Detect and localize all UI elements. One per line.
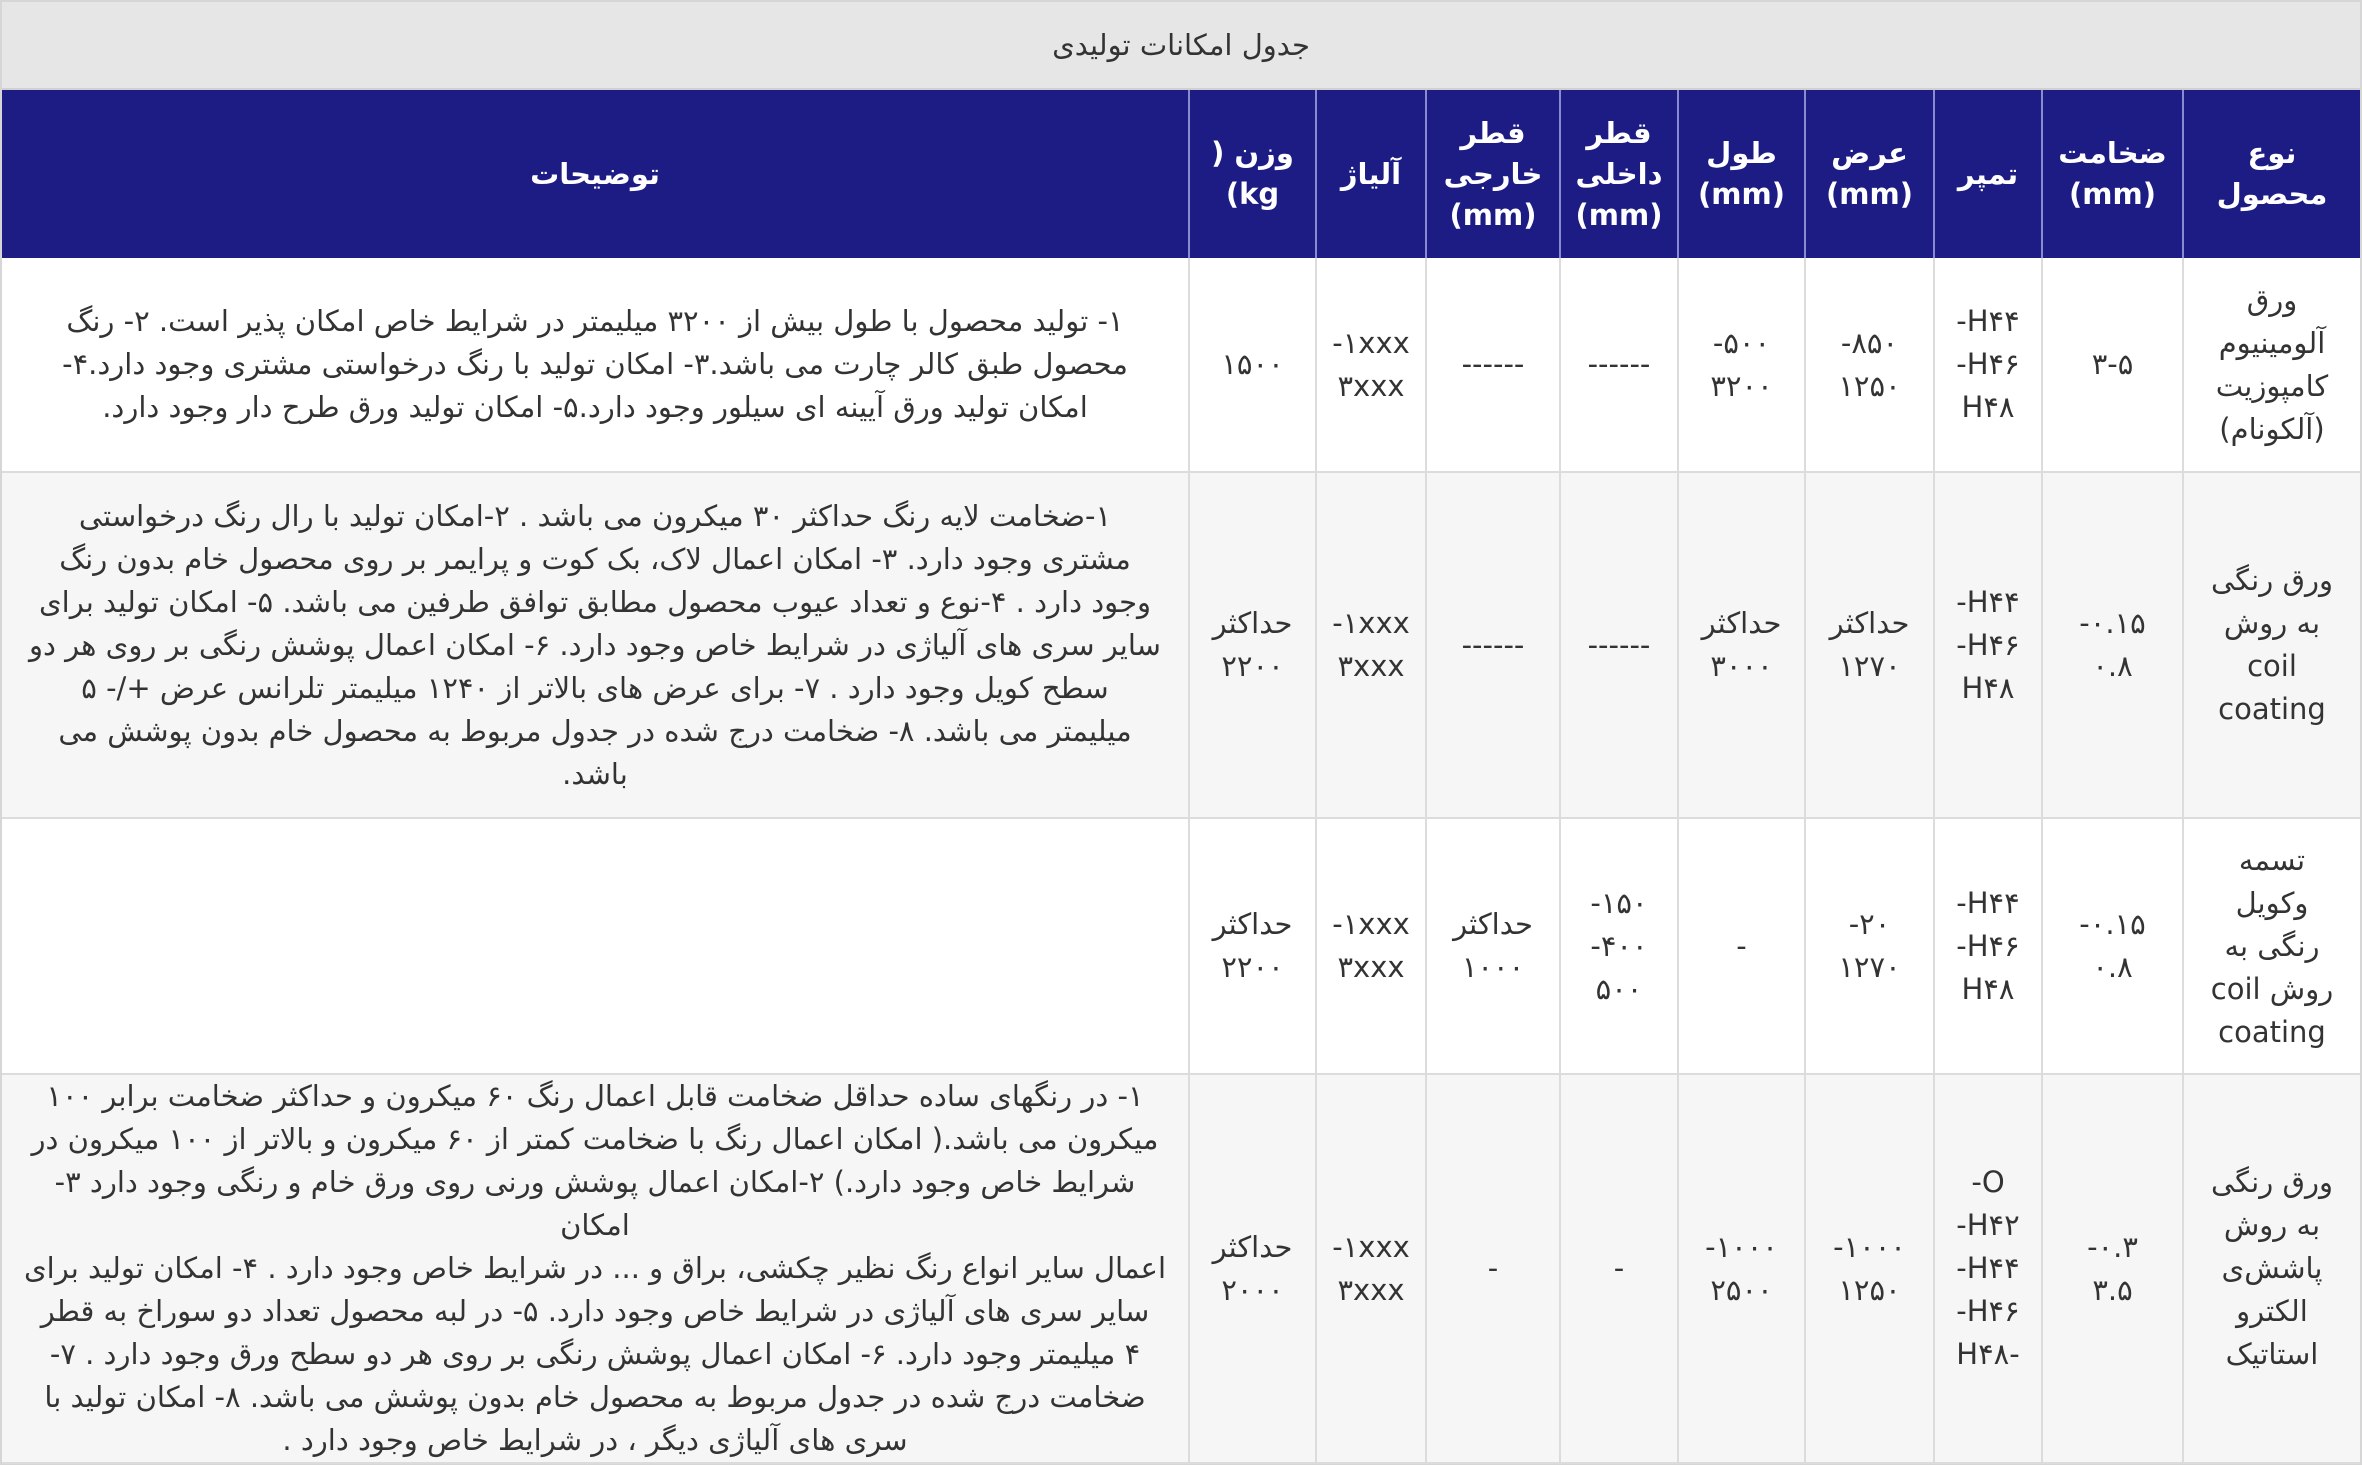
header-description: توضیحات — [2, 90, 1189, 258]
header-thickness: ضخامت (mm) — [2042, 90, 2183, 258]
cell-length: - — [1678, 818, 1805, 1074]
cell-product: تسمه وکویل رنگی به روش coil coating — [2183, 818, 2360, 1074]
cell-alloy: ۱xxx- ۳xxx — [1316, 818, 1426, 1074]
cell-width: ۲۰- ۱۲۷۰ — [1805, 818, 1934, 1074]
header-inner-diameter: قطر داخلی (mm) — [1560, 90, 1678, 258]
table-row — [2, 1074, 2360, 1463]
cell-outer-diameter: - — [1426, 1074, 1560, 1463]
cell-thickness: ۰.۳- ۳.۵ — [2042, 1074, 2183, 1463]
cell-alloy: ۱xxx- ۳xxx — [1316, 258, 1426, 472]
cell-length: ۱۰۰۰- ۲۵۰۰ — [1678, 1074, 1805, 1463]
header-temper: تمپر — [1934, 90, 2042, 258]
cell-weight: حداکثر ۲۲۰۰ — [1189, 472, 1316, 818]
cell-inner-diameter: ------ — [1560, 472, 1678, 818]
cell-inner-diameter: ۱۵۰- ۴۰۰- ۵۰۰ — [1560, 818, 1678, 1074]
cell-description: ۱- تولید محصول با طول بیش از ۳۲۰۰ میلیمتر در شرایط خاص امکان پذیر است. ۲- رنگ محصول طبق کالر چارت می باشد.۳- امکان تولید با رنگ درخواستی مشتری وجود دارد.۴- امکان تولید ورق آیینه ای سیلور وجود دارد.۵- امکان تولید ورق طرح دار وجود دارد. — [2, 258, 1189, 472]
cell-thickness: ۰.۱۵- ۰.۸ — [2042, 472, 2183, 818]
cell-description: ۱-ضخامت لایه رنگ حداکثر ۳۰ میکرون می باشد . ۲-امکان تولید با رال رنگ درخواستی مشتری وجود دارد. ۳- امکان اعمال لاک، بک کوت و پرایمر بر روی محصول خام بدون رنگ وجود دارد . ۴-نوع و تعداد عیوب محصول مطابق توافق طرفین می باشد. ۵- امکان تولید برای سایر سری های آلیاژی در شرایط خاص وجود دارد. ۶- امکان اعمال پوشش رنگی بر روی هر دو سطح کویل وجود دارد . ۷- برای عرض های بالاتر از ۱۲۴۰ میلیمتر تلرانس عرض +/- ۵ میلیمتر می باشد. ۸- ضخامت درج شده در جدول مربوط به محصول خام بدون پوشش می باشد. — [2, 472, 1189, 818]
cell-inner-diameter: ------ — [1560, 258, 1678, 472]
cell-product: ورق رنگی به روش coil coating — [2183, 472, 2360, 818]
cell-alloy: ۱xxx- ۳xxx — [1316, 472, 1426, 818]
cell-weight: ۱۵۰۰ — [1189, 258, 1316, 472]
header-width: عرض (mm) — [1805, 90, 1934, 258]
cell-description: ۱- در رنگهای ساده حداقل ضخامت قابل اعمال رنگ ۶۰ میکرون و حداکثر ضخامت برابر ۱۰۰ میکرون می باشد.( امکان اعمال رنگ با ضخامت کمتر از ۶۰ میکرون و بالاتر از ۱۰۰ میکرون در شرایط خاص وجود دارد.) ۲-امکان اعمال پوشش ورنی روی ورق خام و رنگی وجود دارد ۳-امکان اعمال سایر انواع رنگ نظیر چکشی، براق و ... در شرایط خاص وجود دارد . ۴- امکان تولید برای سایر سری های آلیاژی در شرایط خاص وجود دارد. ۵- در لبه محصول تعداد دو سوراخ به قطر ۴ میلیمتر وجود دارد. ۶- امکان اعمال پوشش رنگی بر روی هر دو سطح ورق وجود دارد . ۷- ضخامت درج شده در جدول مربوط به محصول خام بدون پوشش می باشد. ۸- امکان تولید با سری های آلیاژی دیگر ، در شرایط خاص وجود دارد . — [2, 1074, 1189, 1463]
cell-inner-diameter: - — [1560, 1074, 1678, 1463]
cell-product: ورق آلومینیوم کامپوزیت (آلکونام) — [2183, 258, 2360, 472]
header-length: طول (mm) — [1678, 90, 1805, 258]
table-row — [2, 472, 2360, 818]
cell-description — [2, 818, 1189, 1074]
cell-outer-diameter: حداکثر ۱۰۰۰ — [1426, 818, 1560, 1074]
header-alloy: آلیاژ — [1316, 90, 1426, 258]
cell-thickness: ۰.۱۵- ۰.۸ — [2042, 818, 2183, 1074]
header-product-type: نوع محصول — [2183, 90, 2360, 258]
table-caption: جدول امکانات تولیدی — [2, 2, 2360, 90]
header-outer-diameter: قطر خارجی (mm) — [1426, 90, 1560, 258]
cell-width: ۱۰۰۰- ۱۲۵۰ — [1805, 1074, 1934, 1463]
cell-temper: O- H۴۲- H۴۴- H۴۶- -H۴۸ — [1934, 1074, 2042, 1463]
cell-weight: حداکثر ۲۰۰۰ — [1189, 1074, 1316, 1463]
table-row — [2, 818, 2360, 1074]
cell-alloy: ۱xxx- ۳xxx — [1316, 1074, 1426, 1463]
cell-width: حداکثر ۱۲۷۰ — [1805, 472, 1934, 818]
cell-outer-diameter: ------ — [1426, 258, 1560, 472]
cell-outer-diameter: ------ — [1426, 472, 1560, 818]
cell-width: ۸۵۰- ۱۲۵۰ — [1805, 258, 1934, 472]
cell-temper: H۴۴- H۴۶- H۴۸ — [1934, 472, 2042, 818]
cell-length: حداکثر ۳۰۰۰ — [1678, 472, 1805, 818]
production-capabilities-table — [2, 90, 2360, 1464]
cell-thickness: ۳-۵ — [2042, 258, 2183, 472]
header-weight: وزن ( kg) — [1189, 90, 1316, 258]
cell-temper: H۴۴- H۴۶- H۴۸ — [1934, 818, 2042, 1074]
cell-length: ۵۰۰- ۳۲۰۰ — [1678, 258, 1805, 472]
cell-temper: H۴۴- H۴۶- H۴۸ — [1934, 258, 2042, 472]
cell-product: ورق رنگی به روش پاشش‌ی الکترو استاتیک — [2183, 1074, 2360, 1463]
table-row — [2, 258, 2360, 472]
header-row — [2, 90, 2360, 258]
cell-weight: حداکثر ۲۲۰۰ — [1189, 818, 1316, 1074]
